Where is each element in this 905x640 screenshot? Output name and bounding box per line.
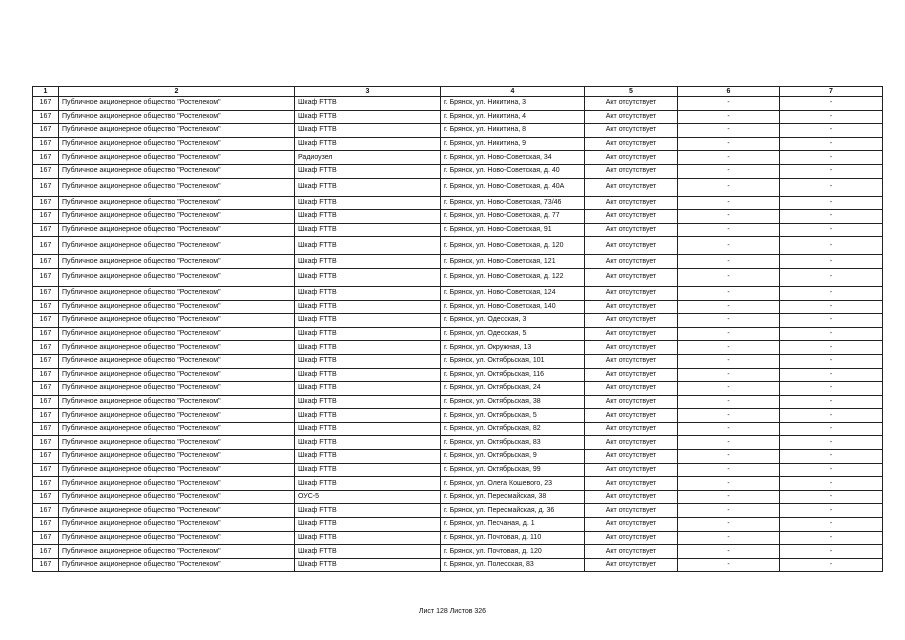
table-cell: Шкаф FTTB [295,558,441,572]
column-header: 1 [33,87,59,97]
table-cell: Публичное акционерное общество "Ростелеком" [59,314,295,328]
table-cell: Шкаф FTTB [295,268,441,286]
table-cell: 167 [33,354,59,368]
table-row [33,300,883,314]
table-row [33,450,883,464]
table-cell: - [678,164,780,178]
table-cell: Публичное акционерное общество "Ростелеком" [59,137,295,151]
table-cell: 167 [33,137,59,151]
table-cell: Акт отсутствует [585,314,678,328]
table-cell: Шкаф FTTB [295,354,441,368]
table-cell: - [780,477,883,491]
table-cell: Публичное акционерное общество "Ростелеком" [59,531,295,545]
table-cell: г. Брянск, ул. Никитина, 8 [441,124,585,138]
table-cell: 167 [33,237,59,255]
table-row [33,255,883,269]
table-cell: 167 [33,178,59,196]
table-cell: Публичное акционерное общество "Ростелеком" [59,223,295,237]
table-cell: - [678,314,780,328]
table-cell: - [678,382,780,396]
table-cell: - [678,327,780,341]
table-cell: Акт отсутствует [585,137,678,151]
table-cell: - [780,463,883,477]
table-cell: Шкаф FTTB [295,518,441,532]
table-row [33,531,883,545]
column-header: 5 [585,87,678,97]
table-cell: Акт отсутствует [585,490,678,504]
table-cell: - [780,255,883,269]
column-header: 3 [295,87,441,97]
table-cell: - [780,124,883,138]
page-footer: Лист 128 Листов 326 [418,608,487,615]
table-cell: г. Брянск, ул. Полесская, 83 [441,558,585,572]
table-cell: Публичное акционерное общество "Ростелеком" [59,151,295,165]
table-cell: Акт отсутствует [585,178,678,196]
table-cell: - [780,151,883,165]
table-cell: г. Брянск, ул. Октябрьская, 24 [441,382,585,396]
table-cell: 167 [33,531,59,545]
table-cell: Акт отсутствует [585,268,678,286]
table-cell: 167 [33,477,59,491]
table-cell: Шкаф FTTB [295,255,441,269]
table-cell: г. Брянск, ул. Ново-Советская, 34 [441,151,585,165]
table-cell: - [678,237,780,255]
table-cell: Акт отсутствует [585,382,678,396]
table-cell: Шкаф FTTB [295,196,441,210]
table-cell: Публичное акционерное общество "Ростелеком" [59,210,295,224]
table-cell: Акт отсутствует [585,436,678,450]
table-cell: - [678,450,780,464]
table-cell: Акт отсутствует [585,164,678,178]
table-cell: г. Брянск, ул. Октябрьская, 9 [441,450,585,464]
table-cell: Публичное акционерное общество "Ростелеком" [59,382,295,396]
table-cell: Публичное акционерное общество "Ростелеком" [59,110,295,124]
table-cell: Публичное акционерное общество "Ростелеком" [59,255,295,269]
table-cell: - [780,137,883,151]
table-cell: Публичное акционерное общество "Ростелеком" [59,327,295,341]
table-cell: Радиоузел [295,151,441,165]
table-cell: Шкаф FTTB [295,137,441,151]
table-cell: г. Брянск, ул. Пересмайская, 38 [441,490,585,504]
table-cell: - [780,354,883,368]
table-cell: Публичное акционерное общество "Ростелеком" [59,504,295,518]
table-cell: Шкаф FTTB [295,531,441,545]
registry-table [32,86,883,572]
table-cell: 167 [33,422,59,436]
table-cell: Шкаф FTTB [295,395,441,409]
table-cell: Акт отсутствует [585,545,678,559]
table-cell: Шкаф FTTB [295,422,441,436]
table-row [33,210,883,224]
table-cell: г. Брянск, ул. Одесская, 5 [441,327,585,341]
table-cell: - [780,422,883,436]
table-cell: Публичное акционерное общество "Ростелеком" [59,164,295,178]
table-cell: Публичное акционерное общество "Ростелеком" [59,490,295,504]
table-cell: г. Брянск, ул. Почтовая, д. 110 [441,531,585,545]
table-cell: Акт отсутствует [585,327,678,341]
table-cell: г. Брянск, ул. Ново-Советская, 73/46 [441,196,585,210]
table-cell: - [780,395,883,409]
table-cell: 167 [33,409,59,423]
table-cell: Акт отсутствует [585,255,678,269]
table-cell: Публичное акционерное общество "Ростелеком" [59,518,295,532]
table-cell: Публичное акционерное общество "Ростелеком" [59,354,295,368]
table-cell: - [678,436,780,450]
table-cell: Шкаф FTTB [295,327,441,341]
table-cell: - [780,368,883,382]
table-cell: 167 [33,382,59,396]
table-cell: - [780,409,883,423]
table-cell: Акт отсутствует [585,477,678,491]
table-cell: г. Брянск, ул. Октябрьская, 99 [441,463,585,477]
table-cell: - [678,558,780,572]
table-cell: - [678,286,780,300]
table-cell: г. Брянск, ул. Никитина, 9 [441,137,585,151]
table-cell: Акт отсутствует [585,341,678,355]
table-cell: Акт отсутствует [585,450,678,464]
table-cell: г. Брянск, ул. Пересмайская, д. 36 [441,504,585,518]
table-cell: - [678,477,780,491]
table-cell: - [780,300,883,314]
table-cell: Акт отсутствует [585,124,678,138]
table-row [33,368,883,382]
table-cell: Акт отсутствует [585,504,678,518]
table-cell: - [678,151,780,165]
table-cell: г. Брянск, ул. Окружная, 13 [441,341,585,355]
table-cell: Шкаф FTTB [295,124,441,138]
table-row [33,268,883,286]
table-cell: г. Брянск, ул. Октябрьская, 101 [441,354,585,368]
table-cell: Акт отсутствует [585,97,678,111]
table-cell: - [678,300,780,314]
table-cell: Публичное акционерное общество "Ростелеком" [59,341,295,355]
table-cell: 167 [33,518,59,532]
table-cell: - [780,545,883,559]
table-cell: 167 [33,463,59,477]
table-row [33,164,883,178]
table-cell: 167 [33,504,59,518]
table-cell: - [780,286,883,300]
table-cell: - [678,531,780,545]
table-row [33,223,883,237]
table-cell: Шкаф FTTB [295,223,441,237]
table-cell: - [678,110,780,124]
table-cell: 167 [33,545,59,559]
table-cell: г. Брянск, ул. Олега Кошевого, 23 [441,477,585,491]
table-cell: 167 [33,558,59,572]
table-cell: - [780,164,883,178]
table-cell: г. Брянск, ул. Октябрьская, 83 [441,436,585,450]
table-cell: Публичное акционерное общество "Ростелеком" [59,368,295,382]
table-cell: - [678,97,780,111]
table-cell: 167 [33,151,59,165]
table-cell: Публичное акционерное общество "Ростелеком" [59,558,295,572]
table-cell: - [780,110,883,124]
table-cell: Акт отсутствует [585,210,678,224]
table-cell: - [678,354,780,368]
table-cell: Шкаф FTTB [295,210,441,224]
table-cell: г. Брянск, ул. Одесская, 3 [441,314,585,328]
table-row [33,558,883,572]
table-cell: - [678,395,780,409]
table-cell: г. Брянск, ул. Ново-Советская, д. 40А [441,178,585,196]
table-row [33,124,883,138]
table-cell: Шкаф FTTB [295,286,441,300]
table-cell: 167 [33,490,59,504]
table-cell: г. Брянск, ул. Ново-Советская, 124 [441,286,585,300]
table-row [33,477,883,491]
table-row [33,422,883,436]
table-cell: 167 [33,368,59,382]
table-cell: 167 [33,196,59,210]
table-cell: Акт отсутствует [585,368,678,382]
table-cell: Шкаф FTTB [295,409,441,423]
table-row [33,518,883,532]
table-cell: Публичное акционерное общество "Ростелеком" [59,395,295,409]
table-cell: - [780,341,883,355]
table-cell: 167 [33,314,59,328]
table-cell: - [780,450,883,464]
table-cell: Шкаф FTTB [295,436,441,450]
table-cell: - [678,268,780,286]
table-cell: - [678,504,780,518]
table-cell: Публичное акционерное общество "Ростелеком" [59,178,295,196]
table-cell: - [678,255,780,269]
table-cell: Шкаф FTTB [295,178,441,196]
table-row [33,110,883,124]
table-row [33,327,883,341]
table-cell: - [678,178,780,196]
table-row [33,196,883,210]
table-cell: Шкаф FTTB [295,110,441,124]
table-cell: - [780,97,883,111]
table-cell: - [678,422,780,436]
table-cell: Шкаф FTTB [295,314,441,328]
table-cell: - [780,178,883,196]
table-cell: - [780,518,883,532]
table-body [33,97,883,572]
table-cell: Шкаф FTTB [295,341,441,355]
table-cell: Акт отсутствует [585,422,678,436]
table-cell: - [678,545,780,559]
table-cell: Акт отсутствует [585,531,678,545]
column-header: 2 [59,87,295,97]
table-row [33,545,883,559]
table-cell: 167 [33,395,59,409]
table-cell: Публичное акционерное общество "Ростелеком" [59,237,295,255]
table-cell: Акт отсутствует [585,518,678,532]
table-cell: Публичное акционерное общество "Ростелеком" [59,545,295,559]
table-cell: ОУС-5 [295,490,441,504]
table-cell: 167 [33,223,59,237]
table-cell: Акт отсутствует [585,151,678,165]
table-row [33,395,883,409]
table-row [33,490,883,504]
table-row [33,463,883,477]
table-cell: - [780,436,883,450]
table-cell: 167 [33,164,59,178]
table-cell: г. Брянск, ул. Ново-Советская, д. 40 [441,164,585,178]
table-cell: г. Брянск, ул. Никитина, 3 [441,97,585,111]
table-cell: г. Брянск, ул. Ново-Советская, 140 [441,300,585,314]
table-cell: 167 [33,300,59,314]
table-cell: - [780,210,883,224]
table-row [33,409,883,423]
table-cell: Публичное акционерное общество "Ростелеком" [59,463,295,477]
table-cell: Акт отсутствует [585,110,678,124]
table-cell: Шкаф FTTB [295,164,441,178]
table-row [33,504,883,518]
table-row [33,341,883,355]
table-cell: - [780,504,883,518]
table-cell: Публичное акционерное общество "Ростелеком" [59,477,295,491]
column-header: 7 [780,87,883,97]
table-cell: Публичное акционерное общество "Ростелеком" [59,436,295,450]
table-cell: - [780,237,883,255]
table-cell: Акт отсутствует [585,237,678,255]
table-cell: г. Брянск, ул. Ново-Советская, д. 122 [441,268,585,286]
table-cell: Публичное акционерное общество "Ростелеком" [59,300,295,314]
table-cell: г. Брянск, ул. Ново-Советская, д. 77 [441,210,585,224]
table-cell: - [678,518,780,532]
table-cell: 167 [33,97,59,111]
table-cell: Шкаф FTTB [295,463,441,477]
table-row [33,314,883,328]
table-cell: Публичное акционерное общество "Ростелеком" [59,409,295,423]
table-cell: - [678,137,780,151]
table-cell: 167 [33,268,59,286]
table-row [33,382,883,396]
table-cell: Публичное акционерное общество "Ростелеком" [59,268,295,286]
table-cell: - [678,210,780,224]
table-row [33,97,883,111]
table-cell: г. Брянск, ул. Октябрьская, 5 [441,409,585,423]
table-cell: Шкаф FTTB [295,300,441,314]
table-cell: 167 [33,210,59,224]
table-row [33,436,883,450]
table-cell: 167 [33,110,59,124]
table-cell: Шкаф FTTB [295,368,441,382]
table-cell: - [678,490,780,504]
table-cell: Акт отсутствует [585,354,678,368]
table-cell: Акт отсутствует [585,286,678,300]
table-cell: г. Брянск, ул. Почтовая, д. 120 [441,545,585,559]
table-cell: Шкаф FTTB [295,545,441,559]
table-cell: 167 [33,286,59,300]
table-cell: г. Брянск, ул. Ново-Советская, 121 [441,255,585,269]
table-cell: - [678,341,780,355]
table-cell: - [780,268,883,286]
table-cell: Шкаф FTTB [295,382,441,396]
table-cell: Шкаф FTTB [295,504,441,518]
table-cell: г. Брянск, ул. Октябрьская, 82 [441,422,585,436]
table-cell: - [780,531,883,545]
table-cell: Публичное акционерное общество "Ростелеком" [59,97,295,111]
table-cell: Акт отсутствует [585,558,678,572]
table-cell: г. Брянск, ул. Песчаная, д. 1 [441,518,585,532]
table-cell: Публичное акционерное общество "Ростелеком" [59,450,295,464]
table-cell: г. Брянск, ул. Ново-Советская, д. 120 [441,237,585,255]
table-row [33,137,883,151]
table-cell: Акт отсутствует [585,300,678,314]
table-cell: Шкаф FTTB [295,237,441,255]
table-row [33,354,883,368]
table-cell: - [678,409,780,423]
table-cell: Публичное акционерное общество "Ростелеком" [59,196,295,210]
table-cell: г. Брянск, ул. Октябрьская, 116 [441,368,585,382]
table-row [33,151,883,165]
table-cell: Акт отсутствует [585,196,678,210]
table-cell: Акт отсутствует [585,395,678,409]
table-cell: 167 [33,255,59,269]
table-cell: - [678,124,780,138]
table-cell: - [678,463,780,477]
table-cell: - [678,196,780,210]
table-row [33,178,883,196]
table-row [33,286,883,300]
table-cell: Публичное акционерное общество "Ростелеком" [59,124,295,138]
table-cell: - [678,368,780,382]
table-cell: Шкаф FTTB [295,477,441,491]
table-cell: - [780,327,883,341]
column-header: 6 [678,87,780,97]
table-cell: Шкаф FTTB [295,450,441,464]
table-cell: 167 [33,124,59,138]
column-header: 4 [441,87,585,97]
table-cell: Шкаф FTTB [295,97,441,111]
table-cell: - [780,223,883,237]
table-cell: - [678,223,780,237]
table-cell: 167 [33,327,59,341]
table-cell: - [780,314,883,328]
table-cell: Акт отсутствует [585,409,678,423]
table-cell: г. Брянск, ул. Октябрьская, 38 [441,395,585,409]
table-cell: 167 [33,341,59,355]
table-header-row [33,87,883,97]
table-cell: 167 [33,436,59,450]
table-cell: - [780,490,883,504]
table-cell: - [780,196,883,210]
table-cell: Публичное акционерное общество "Ростелеком" [59,422,295,436]
table-cell: Акт отсутствует [585,463,678,477]
table-cell: - [780,382,883,396]
table-cell: 167 [33,450,59,464]
table-cell: - [780,558,883,572]
table-row [33,237,883,255]
table-cell: Акт отсутствует [585,223,678,237]
table-cell: г. Брянск, ул. Никитина, 4 [441,110,585,124]
table-cell: г. Брянск, ул. Ново-Советская, 91 [441,223,585,237]
table-cell: Публичное акционерное общество "Ростелеком" [59,286,295,300]
